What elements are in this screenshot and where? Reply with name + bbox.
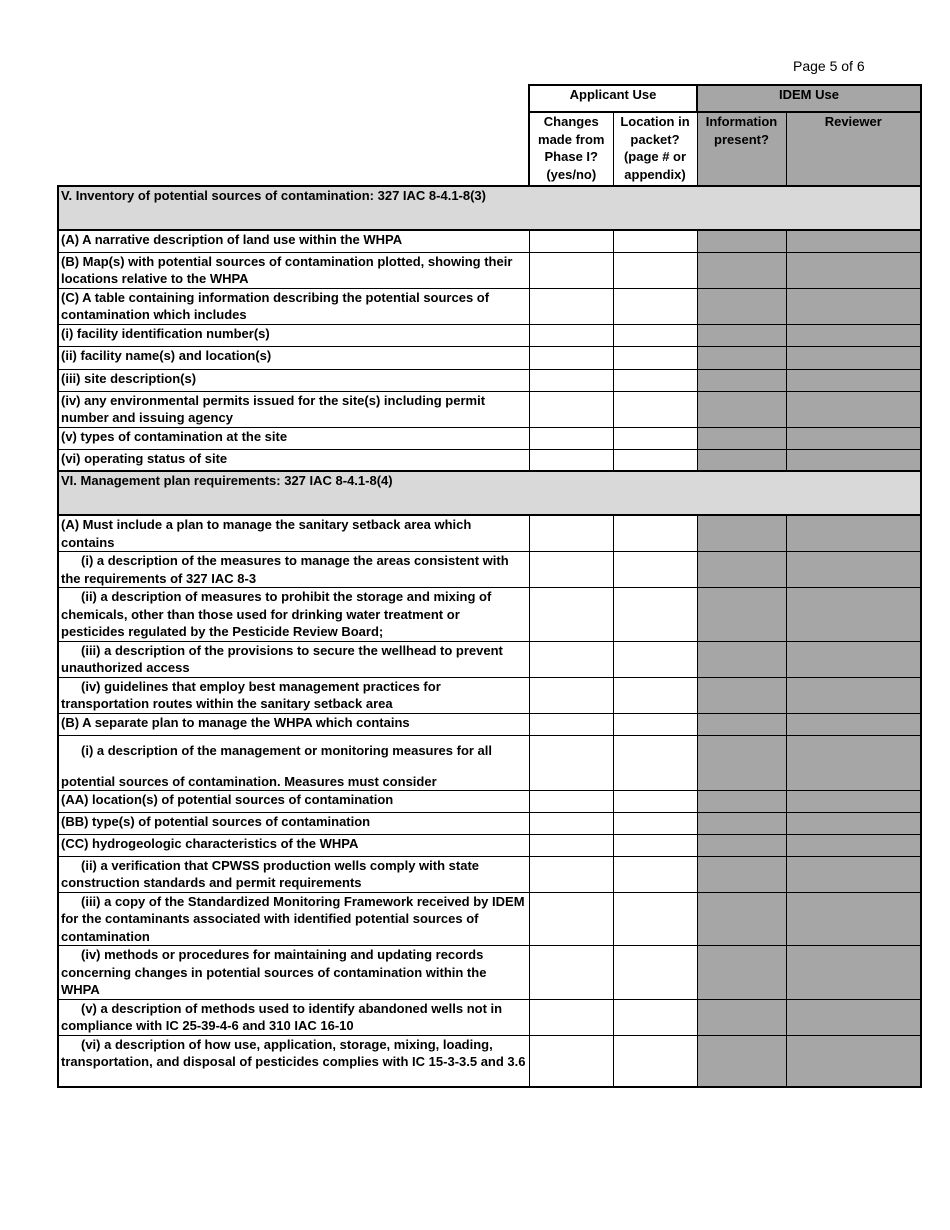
reviewer-cell	[786, 999, 921, 1035]
table-row	[58, 324, 921, 346]
item-label: (A) Must include a plan to manage the sanitary setback area which contains	[58, 515, 529, 552]
reviewer-cell	[786, 391, 921, 427]
info-present-cell	[697, 369, 786, 391]
location-cell[interactable]	[613, 515, 697, 552]
location-cell[interactable]	[613, 812, 697, 834]
item-text: (iv) any environmental permits issued for the site(s) including permit number and issuing agency	[61, 392, 486, 425]
info-present-cell	[697, 515, 786, 552]
section-v-row	[58, 186, 921, 230]
location-column-header: Location in packet? (page # or appendix)	[613, 112, 697, 186]
location-cell[interactable]	[613, 288, 697, 324]
changes-cell[interactable]	[529, 946, 613, 1000]
changes-cell[interactable]	[529, 892, 613, 946]
info-present-cell	[697, 856, 786, 892]
item-label	[58, 856, 529, 892]
item-text: (iv) guidelines that employ best management practices for transportation routes within the sanitary setback area	[61, 678, 441, 711]
item-label	[58, 946, 529, 1000]
reviewer-column-header: Reviewer	[786, 112, 921, 186]
item-label	[58, 391, 529, 427]
location-cell[interactable]	[613, 713, 697, 735]
table-row	[58, 588, 921, 642]
page-number: Page 5 of 6	[793, 58, 865, 74]
table-row	[58, 252, 921, 288]
item-label	[58, 999, 529, 1035]
info-present-cell	[697, 252, 786, 288]
location-cell[interactable]	[613, 856, 697, 892]
changes-cell[interactable]	[529, 346, 613, 369]
header-columns-row	[58, 112, 921, 186]
item-label: (C) A table containing information describing the potential sources of contamination which includes	[58, 288, 529, 324]
section-v-title: V. Inventory of potential sources of contamination: 327 IAC 8-4.1-8(3)	[58, 186, 921, 230]
location-cell[interactable]	[613, 252, 697, 288]
item-label: (BB) type(s) of potential sources of contamination	[58, 812, 529, 834]
changes-cell[interactable]	[529, 1035, 613, 1087]
reviewer-cell	[786, 946, 921, 1000]
item-label: (ii) facility name(s) and location(s)	[58, 346, 529, 369]
reviewer-cell	[786, 790, 921, 812]
changes-cell[interactable]	[529, 834, 613, 856]
changes-cell[interactable]	[529, 999, 613, 1035]
info-present-cell	[697, 552, 786, 588]
reviewer-cell	[786, 735, 921, 790]
reviewer-cell	[786, 252, 921, 288]
info-present-cell	[697, 713, 786, 735]
changes-cell[interactable]	[529, 252, 613, 288]
reviewer-cell	[786, 588, 921, 642]
changes-cell[interactable]	[529, 713, 613, 735]
item-label: (iii) site description(s)	[58, 369, 529, 391]
item-label	[58, 677, 529, 713]
reviewer-cell	[786, 856, 921, 892]
item-text-line-1: (i) a description of the management or monitoring measures for all	[81, 742, 493, 758]
info-present-cell	[697, 230, 786, 252]
changes-cell[interactable]	[529, 790, 613, 812]
item-label: (CC) hydrogeologic characteristics of the WHPA	[58, 834, 529, 856]
info-present-cell	[697, 324, 786, 346]
table-row	[58, 812, 921, 834]
item-text: (i) a description of the measures to manage the areas consistent with the requirements of 327 IAC 8-3	[61, 553, 509, 586]
item-label	[58, 1035, 529, 1087]
changes-column-header: Changes made from Phase I? (yes/no)	[529, 112, 613, 186]
reviewer-cell	[786, 346, 921, 369]
item-label: (A) A narrative description of land use within the WHPA	[58, 230, 529, 252]
table-row	[58, 288, 921, 324]
location-cell[interactable]	[613, 834, 697, 856]
item-label	[58, 892, 529, 946]
item-text: (ii) a verification that CPWSS production wells comply with state construction standards and permit requirements	[61, 857, 479, 890]
item-text: (iii) a copy of the Standardized Monitoring Framework received by IDEM for the contaminants associated with identified potential sources of contamination	[61, 893, 525, 944]
item-label	[58, 641, 529, 677]
location-cell[interactable]	[613, 790, 697, 812]
reviewer-cell	[786, 1035, 921, 1087]
table-row	[58, 515, 921, 552]
item-text: (iii) a description of the provisions to secure the wellhead to prevent unauthorized access	[61, 642, 503, 675]
info-present-cell	[697, 346, 786, 369]
info-present-cell	[697, 288, 786, 324]
info-present-cell	[697, 735, 786, 790]
table-row	[58, 427, 921, 449]
reviewer-cell	[786, 369, 921, 391]
item-text: (vi) a description of how use, application, storage, mixing, loading, transportation, and disposal of pesticides complies with IC 15-3-3.5 and 3.6	[61, 1036, 526, 1069]
info-present-cell	[697, 1035, 786, 1087]
changes-cell[interactable]	[529, 515, 613, 552]
table-row	[58, 999, 921, 1035]
table-row	[58, 552, 921, 588]
changes-cell[interactable]	[529, 427, 613, 449]
reviewer-cell	[786, 892, 921, 946]
info-present-cell	[697, 812, 786, 834]
location-cell[interactable]	[613, 1035, 697, 1087]
table-row	[58, 735, 921, 790]
info-present-cell	[697, 588, 786, 642]
table-row	[58, 856, 921, 892]
item-label	[58, 735, 529, 790]
changes-cell[interactable]	[529, 230, 613, 252]
info-present-cell	[697, 427, 786, 449]
item-label: (i) facility identification number(s)	[58, 324, 529, 346]
checklist-table	[57, 84, 922, 1088]
changes-cell[interactable]	[529, 677, 613, 713]
reviewer-cell	[786, 515, 921, 552]
info-present-cell	[697, 834, 786, 856]
changes-cell[interactable]	[529, 369, 613, 391]
table-row	[58, 790, 921, 812]
item-text: (v) a description of methods used to identify abandoned wells not in compliance with IC 25-39-4-6 and 310 IAC 16-10	[61, 1000, 503, 1033]
changes-cell[interactable]	[529, 588, 613, 642]
info-present-cell	[697, 999, 786, 1035]
item-label: (v) types of contamination at the site	[58, 427, 529, 449]
section-vi-row	[58, 471, 921, 515]
info-present-cell	[697, 946, 786, 1000]
changes-cell[interactable]	[529, 391, 613, 427]
location-cell[interactable]	[613, 230, 697, 252]
location-cell[interactable]	[613, 999, 697, 1035]
reviewer-cell	[786, 449, 921, 471]
item-label	[58, 552, 529, 588]
info-present-cell	[697, 641, 786, 677]
reviewer-cell	[786, 713, 921, 735]
info-present-cell	[697, 677, 786, 713]
info-present-column-header: Information present?	[697, 112, 786, 186]
location-cell[interactable]	[613, 391, 697, 427]
table-row	[58, 1035, 921, 1087]
info-present-cell	[697, 892, 786, 946]
changes-cell[interactable]	[529, 735, 613, 790]
location-cell[interactable]	[613, 346, 697, 369]
reviewer-cell	[786, 427, 921, 449]
table-row	[58, 641, 921, 677]
changes-cell[interactable]	[529, 641, 613, 677]
location-cell[interactable]	[613, 369, 697, 391]
reviewer-cell	[786, 324, 921, 346]
reviewer-cell	[786, 230, 921, 252]
item-label: (B) Map(s) with potential sources of contamination plotted, showing their locations relative to the WHPA	[58, 252, 529, 288]
location-cell[interactable]	[613, 677, 697, 713]
item-text: (ii) a description of measures to prohibit the storage and mixing of chemicals, other than those used for drinking water treatment or pesticides regulated by the Pesticide Review Board;	[61, 589, 492, 639]
table-row	[58, 892, 921, 946]
changes-cell[interactable]	[529, 856, 613, 892]
header-blank	[58, 112, 529, 186]
reviewer-cell	[786, 677, 921, 713]
table-row	[58, 449, 921, 471]
item-label: (B) A separate plan to manage the WHPA which contains	[58, 713, 529, 735]
location-cell[interactable]	[613, 588, 697, 642]
location-cell[interactable]	[613, 735, 697, 790]
location-cell[interactable]	[613, 427, 697, 449]
reviewer-cell	[786, 834, 921, 856]
changes-cell[interactable]	[529, 288, 613, 324]
reviewer-cell	[786, 552, 921, 588]
item-text-line-2: potential sources of contamination. Measures must consider	[61, 773, 437, 789]
table-row	[58, 346, 921, 369]
section-vi-title: VI. Management plan requirements: 327 IAC 8-4.1-8(4)	[58, 471, 921, 515]
item-label: (vi) operating status of site	[58, 449, 529, 471]
header-blank	[58, 85, 529, 112]
changes-cell[interactable]	[529, 552, 613, 588]
location-cell[interactable]	[613, 892, 697, 946]
item-label	[58, 588, 529, 642]
table-row	[58, 946, 921, 1000]
changes-cell[interactable]	[529, 449, 613, 471]
table-row	[58, 677, 921, 713]
reviewer-cell	[786, 288, 921, 324]
location-cell[interactable]	[613, 552, 697, 588]
location-cell[interactable]	[613, 449, 697, 471]
table-row	[58, 230, 921, 252]
table-row	[58, 834, 921, 856]
applicant-use-header: Applicant Use	[529, 85, 697, 112]
reviewer-cell	[786, 641, 921, 677]
info-present-cell	[697, 449, 786, 471]
location-cell[interactable]	[613, 641, 697, 677]
table-row	[58, 391, 921, 427]
item-text: (iv) methods or procedures for maintaining and updating records concerning changes in potential sources of contamination within the WHPA	[61, 947, 487, 997]
header-group-row	[58, 85, 921, 112]
table-row	[58, 713, 921, 735]
item-label: (AA) location(s) of potential sources of contamination	[58, 790, 529, 812]
reviewer-cell	[786, 812, 921, 834]
idem-use-header: IDEM Use	[697, 85, 921, 112]
changes-cell[interactable]	[529, 812, 613, 834]
info-present-cell	[697, 790, 786, 812]
location-cell[interactable]	[613, 324, 697, 346]
changes-cell[interactable]	[529, 324, 613, 346]
table-row	[58, 369, 921, 391]
info-present-cell	[697, 391, 786, 427]
location-cell[interactable]	[613, 946, 697, 1000]
